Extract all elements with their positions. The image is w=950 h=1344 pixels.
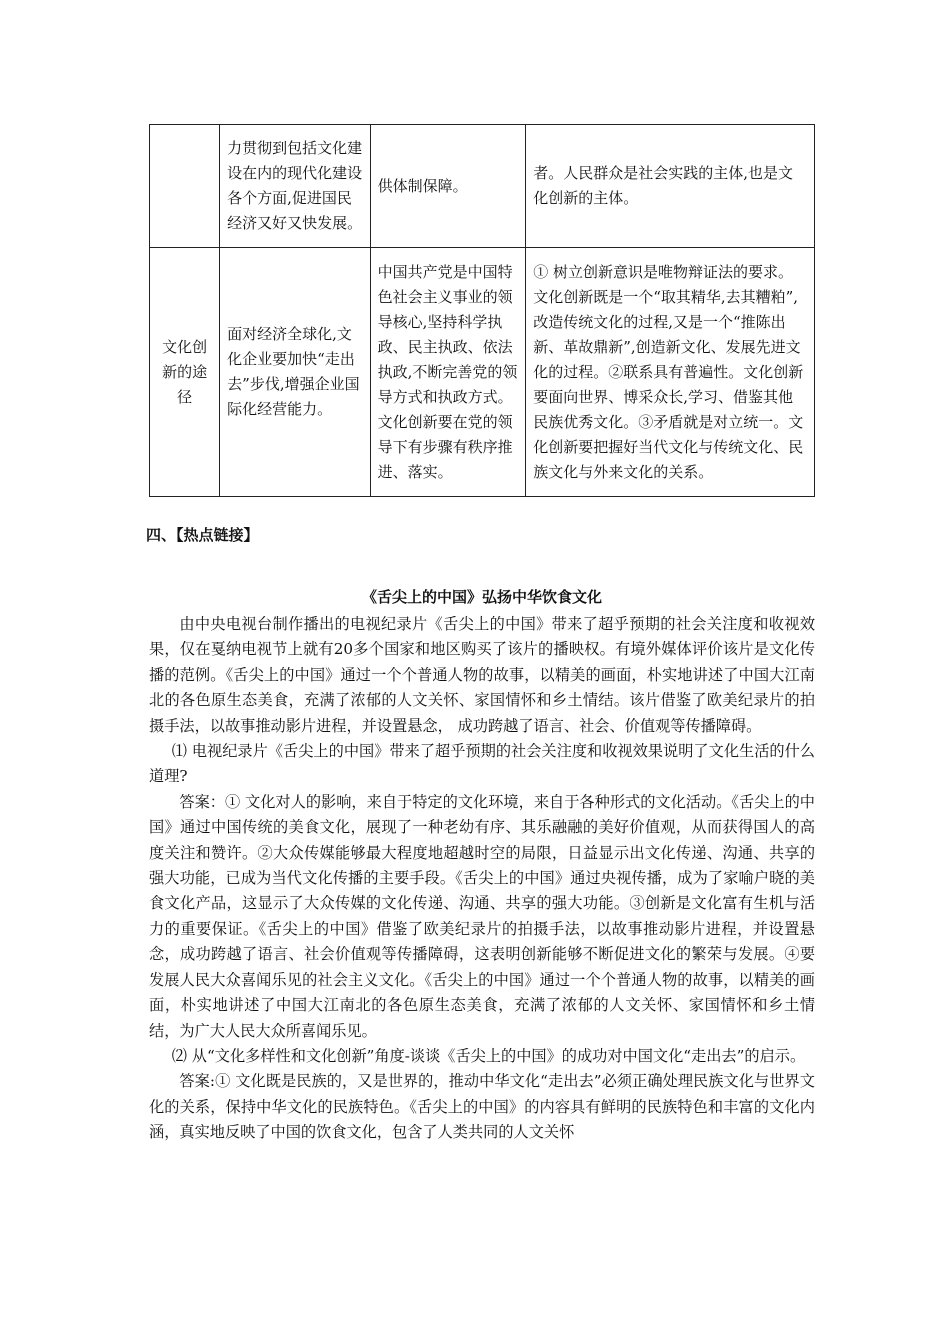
answer-2: 答案:① 文化既是民族的，又是世界的，推动中华文化“走出去”必须正确处理民族文化与世界文化的关系，保持中华文化的民族特色。《舌尖上的中国》的内容具有鲜明的民族特色和丰富的文化内涵，真实地反映了中国的饮食文化，包含了人类共同的人文关怀 bbox=[149, 1072, 815, 1142]
question-1: ⑴ 电视纪录片《舌尖上的中国》带来了超乎预期的社会关注度和收视效果说明了文化生活的什么道理? bbox=[149, 742, 815, 786]
table-cell-label: 文化创新的途径 bbox=[150, 248, 220, 497]
comparison-table bbox=[149, 124, 815, 497]
table-cell: ① 树立创新意识是唯物辩证法的要求。文化创新既是一个“取其精华,去其糟粕”,改造传统文化的过程,又是一个“推陈出新、革故鼎新”,创造新文化、发展先进文化的过程。②联系具有普遍性。文化创新要面向世界、博采众长,学习、借鉴其他民族优秀文化。③矛盾就是对立统一。文化创新要把握好当代文化与传统文化、民族文化与外来文化的关系。 bbox=[526, 248, 815, 497]
article-title: 《舌尖上的中国》弘扬中华饮食文化 bbox=[361, 588, 602, 606]
table-row bbox=[150, 248, 815, 497]
section-heading: 四、【热点链接】 bbox=[146, 526, 259, 544]
table-cell: 中国共产党是中国特色社会主义事业的领导核心,坚持科学执政、民主执政、依法执政,不断完善党的领导方式和执政方式。文化创新要在党的领导下有步骤有秩序推进、落实。 bbox=[370, 248, 526, 497]
answer-1: 答案：① 文化对人的影响，来自于特定的文化环境，来自于各种形式的文化活动。《舌尖上的中国》通过中国传统的美食文化，展现了一种老幼有序、其乐融融的美好价值观，从而获得国人的高度关注和赞许。②大众传媒能够最大程度地超越时空的局限，日益显示出文化传递、沟通、共享的强大功能，已成为当代文化传播的主要手段。《舌尖上的中国》通过央视传播，成为了家喻户晓的美食文化产品，这显示了大众传媒的文化传递、沟通、共享的强大功能。③创新是文化富有生机与活力的重要保证。《舌尖上的中国》借鉴了欧美纪录片的拍摄手法，以故事推动影片进程，并设置悬念，成功跨越了语言、社会价值观等传播障碍，这表明创新能够不断促进文化的繁荣与发展。④要发展人民大众喜闻乐见的社会主义文化。《舌尖上的中国》通过一个个普通人物的故事，以精美的画面，朴实地讲述了中国大江南北的各色原生态美食，充满了浓郁的人文关怀、家国情怀和乡土情结，为广大人民大众所喜闻乐见。 bbox=[149, 792, 815, 1040]
article-intro: 由中央电视台制作播出的电视纪录片《舌尖上的中国》带来了超乎预期的社会关注度和收视效果，仅在戛纳电视节上就有20多个国家和地区购买了该片的播映权。有境外媒体评价该片是文化传播的范例。《舌尖上的中国》通过一个个普通人物的故事，以精美的画面，朴实地讲述了中国大江南北的各色原生态美食，充满了浓郁的人文关怀、家国情怀和乡土情结。该片借鉴了欧美纪录片的拍摄手法，以故事推动影片进程，并设置悬念， 成功跨越了语言、社会、价值观等传播障碍。 bbox=[149, 615, 815, 735]
table-row bbox=[150, 125, 815, 248]
table-cell: 面对经济全球化,文化企业要加快“走出去”步伐,增强企业国际化经营能力。 bbox=[220, 248, 370, 497]
table-cell-label bbox=[150, 125, 220, 248]
table-cell: 者。人民群众是社会实践的主体,也是文化创新的主体。 bbox=[526, 125, 815, 248]
table-cell: 供体制保障。 bbox=[370, 125, 526, 248]
question-2: ⑵ 从“文化多样性和文化创新”角度-谈谈《舌尖上的中国》的成功对中国文化“走出去”的启示。 bbox=[171, 1046, 806, 1065]
table-cell: 力贯彻到包括文化建设在内的现代化建设各个方面,促进国民经济又好又快发展。 bbox=[220, 125, 370, 248]
article-body bbox=[149, 612, 815, 1146]
